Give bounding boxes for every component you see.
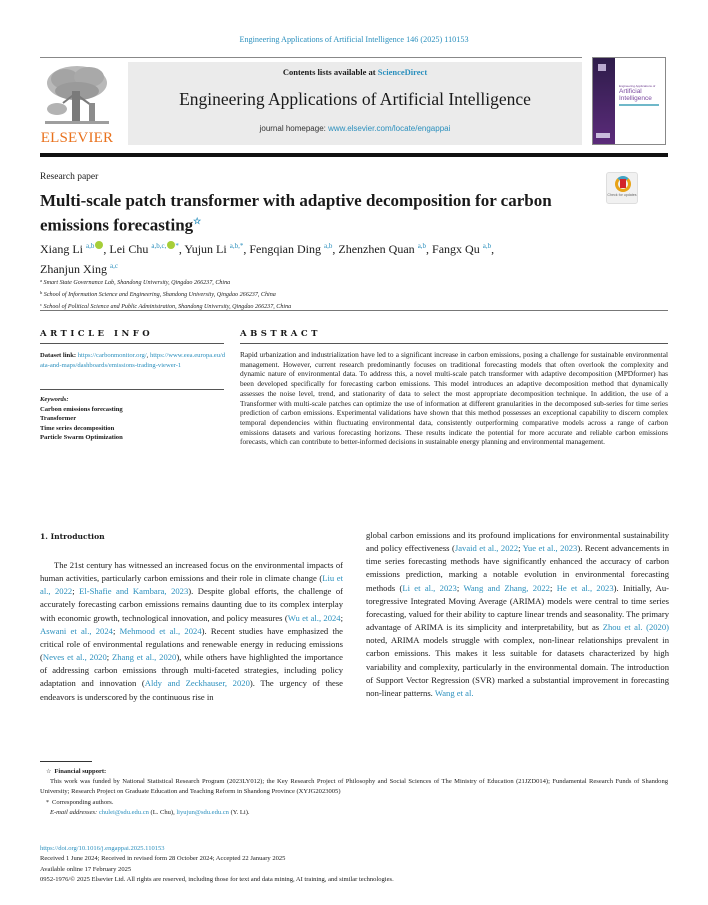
cover-subtitle-bar — [619, 104, 659, 106]
keywords-label: Keywords: — [40, 396, 69, 403]
author[interactable] — [40, 262, 118, 276]
article-history: Received 1 June 2024; Received in revised form 28 October 2024; Accepted 22 January 2025 — [40, 855, 286, 863]
affiliation-mark: c — [40, 302, 42, 307]
doi-link[interactable]: https://doi.org/10.1016/j.engappai.2025.110153 — [40, 845, 165, 852]
journal-masthead — [40, 57, 668, 151]
crossmark-label: Check for updates — [607, 193, 637, 197]
cover-logo-icon — [598, 64, 606, 71]
dataset-link-block — [40, 351, 226, 371]
citation-link[interactable]: Yue et al., 2023 — [522, 543, 578, 554]
email-name-li: (Y. Li). — [228, 808, 250, 816]
affiliation-rule — [40, 310, 668, 311]
dataset-label: Dataset link: — [40, 352, 78, 359]
copyright-line: 0952-1976/© 2025 Elsevier Ltd. All rights are reserved, including those for text and data mining, AI training, and similar technologies. — [40, 875, 394, 883]
keyword[interactable]: Carbon emissions forecasting — [40, 405, 123, 413]
dataset-separator: , — [146, 352, 150, 359]
dataset-link-eea[interactable]: https://www.eea.europa.eu/data-and-maps/dashboards/emissions-trading-viewer-1 — [40, 352, 226, 369]
masthead-top-rule — [40, 57, 582, 58]
corresponding-footnote — [40, 798, 668, 808]
affiliation-item — [40, 288, 660, 300]
financial-support-footnote — [40, 767, 668, 777]
elsevier-wordmark: ELSEVIER — [40, 130, 114, 146]
affiliation-text: School of Political Science and Public Administration, Shandong University, Qingdao 266237, China — [43, 304, 292, 310]
author-affiliation-marks[interactable]: a,c — [110, 262, 118, 270]
author-name[interactable]: Zhanjun Xing — [40, 262, 107, 276]
citation-link[interactable]: Neves et al., 2020 — [42, 652, 107, 663]
affiliation-item — [40, 276, 660, 288]
keyword[interactable]: Transformer — [40, 415, 77, 422]
author-affiliation-marks[interactable]: a,b — [482, 242, 492, 250]
citation-link[interactable]: Li et al., 2023 — [402, 582, 457, 593]
citation-link[interactable]: Wang et al. — [434, 687, 474, 698]
author[interactable] — [338, 242, 426, 256]
section-heading-introduction: 1. Introduction — [40, 532, 105, 541]
citation-link[interactable]: Aswani et al., 2024 — [40, 625, 113, 636]
author-affiliation-marks[interactable]: a,b — [86, 242, 95, 250]
author[interactable] — [249, 242, 332, 256]
author-name[interactable]: Yujun Li — [184, 242, 227, 256]
author[interactable] — [109, 242, 178, 256]
email-footnote — [40, 808, 668, 818]
affiliation-mark: a — [40, 278, 42, 283]
email-link-li[interactable]: liyujun@sdu.edu.cn — [176, 808, 229, 816]
article-title-text: Multi-scale patch transformer with adaptive decomposition for carbon emissions forecasting — [40, 191, 552, 235]
citation-link[interactable]: Mehmood et al., 2024 — [119, 625, 202, 636]
affiliation-mark: b — [40, 290, 43, 295]
publication-info — [40, 844, 668, 885]
dataset-link-carbonmonitor[interactable]: https://carbonmonitor.org/ — [77, 352, 147, 359]
journal-homepage-link[interactable]: www.elsevier.com/locate/engappai — [328, 124, 451, 133]
citation-link[interactable]: Zhou et al. (2020) — [602, 622, 669, 633]
author-name[interactable]: Xiang Li — [40, 242, 83, 256]
corresponding-author-mark[interactable]: * — [239, 242, 244, 250]
author-name[interactable]: Zhenzhen Quan — [338, 242, 415, 256]
author[interactable] — [184, 242, 243, 256]
cover-title — [619, 84, 665, 106]
keyword[interactable]: Time series decomposition — [40, 424, 115, 432]
article-title — [40, 190, 560, 236]
citation-link[interactable]: Wang and Zhang, 2022 — [463, 582, 550, 593]
citation-link[interactable]: He et al., 2023 — [556, 582, 614, 593]
abstract-rule — [240, 343, 668, 344]
masthead-bottom-rule — [40, 153, 668, 157]
author-name[interactable]: Fangx Qu — [432, 242, 480, 256]
article-type: Research paper — [40, 172, 99, 182]
masthead-center — [128, 62, 582, 145]
email-label: E-mail addresses: — [50, 808, 98, 816]
abstract-text: Rapid urbanization and industrialization have led to a significant increase in carbon emissions, posing a challenge for sustainable environmental management. However, current research predominantly focuses on traditional forecasting models that often overlook the complexity and dynamic nature of environmental data. To address this, a novel multi-scale patch transformer with adaptive decomposition (MPDformer) has been developed specifically for forecasting carbon emissions. This model introduces an adaptive decomposition method that dynamically assesses the noise level, trend, and stationarity of data to select the most appropriate decomposition technique. In addition, the use of a Transformer with multi-scale patches can optimize the use of information at different granularities in the decomposed sub-series for time series prediction of carbon emissions. Experimental validations have shown that this method possesses an exceptional capability to discern complex temporal dependencies within fluctuating environmental data, consistently outperforming comparative models across a range of carbon emissions datasets and various forecasting horizons. These results indicate the potential for more accurate and reliable carbon emissions forecasts, which can contribute to better-informed decisions in sustainable energy planning and environmental management. — [240, 350, 668, 447]
cover-small-text: Engineering Applications of — [619, 84, 656, 88]
abstract-heading: ABSTRACT — [240, 329, 321, 339]
citation-link[interactable]: El-Shafie and Kambara, 2023 — [79, 586, 189, 597]
citation-link[interactable]: Zhang et al., 2020 — [111, 652, 177, 663]
author-affiliation-marks[interactable]: a,b — [324, 242, 333, 250]
citation-link[interactable]: Javaid et al., 2022 — [454, 543, 519, 554]
article-info-heading: ARTICLE INFO — [40, 329, 154, 339]
keywords-rule — [40, 389, 224, 390]
contents-line — [128, 67, 582, 77]
title-footnote-star-icon[interactable]: ☆ — [193, 216, 202, 226]
elsevier-logo[interactable] — [40, 63, 114, 147]
email-link-chu[interactable]: chulei@sdu.edu.cn — [98, 808, 149, 816]
orcid-icon[interactable] — [95, 241, 103, 249]
author-list: Xiang Li $^{a,b}$ , Lei Chu $^{a,b,c,}$ *, Yujun Li $^{a,b,*}$, Fengqian Ding $^{a,b}$, Zhenzhen Quan $^{a,b}$, Fangx Qu $^{a,b}$, Zhanjun Xing $^{a,c}$ — [40, 242, 495, 276]
article-info-rule — [40, 343, 224, 344]
author[interactable] — [40, 242, 103, 256]
footnotes — [40, 767, 668, 818]
introduction-right-column: global carbon emissions and its profound implications for environmental sustainability and policy effectiveness (Javaid et al., 2022; Yue et al., 2023). Recent advancements in time series forecasting methods have significantly enhanced the accuracy of carbon emissions prediction, marking a notable evolution in environmental forecasting methods (Li et al., 2023; Wang and Zhang, 2022; He et al., 2023). Initially, Autoregressive Integrated Moving Average (ARIMA) models were central to time series forecasting, valued for their ability to capture linear trends and seasonality. The primary advantage of ARIMA is its simplicity and interpretability, but as Zhou et al. (2020) noted, ARIMA models struggle with complex, non-linear relationships prevalent in carbon emissions. This makes it less suitable for datasets characterized by high variability and complexity, particularly in the environmental domain. The introduction of Support Vector Regression (SVR) marked a substantial improvement in forecasting non-linear patterns. Wang et al. — [366, 530, 670, 698]
check-for-updates-button[interactable] — [606, 172, 638, 204]
contents-prefix: Contents lists available at — [282, 67, 378, 77]
keywords-block — [40, 395, 226, 443]
affiliation-text: School of Information Science and Engineering, Shandong University, Qingdao 266237, China — [43, 292, 276, 298]
author-name[interactable]: Lei Chu — [109, 242, 149, 256]
affiliation-text: Smart State Governance Lab, Shandong University, Qingdao 266237, China — [43, 280, 231, 286]
homepage-prefix: journal homepage: — [259, 124, 329, 133]
homepage-line — [128, 124, 582, 133]
sciencedirect-link[interactable]: ScienceDirect — [377, 67, 428, 77]
corresponding-asterisk: * — [46, 799, 49, 806]
cover-spine — [593, 58, 615, 144]
author[interactable] — [432, 242, 491, 256]
footnote-star-icon: ☆ — [46, 769, 52, 775]
citation-link[interactable]: Aldy and Zeckhauser, 2020 — [144, 678, 250, 689]
cover-big-text-2: Intelligence — [619, 95, 652, 102]
journal-cover-thumbnail[interactable] — [592, 57, 666, 145]
affiliation-list — [40, 276, 660, 312]
author-name[interactable]: Fengqian Ding — [249, 242, 322, 256]
financial-support-text: This work was funded by National Statistical Research Program (2023LY012); the Key Research Project of Philosophy and Social Sciences of The Ministry of Education (21JZD014); Fundamental Research Funds of Shandong University; Research Project on Graduate Education and Teaching Reform in Shandong Province (XYJG2023005) — [40, 778, 668, 796]
citation-link[interactable]: Wu et al., 2024 — [287, 612, 341, 623]
cover-big-text-1: Artificial — [619, 88, 642, 95]
available-online: Available online 17 February 2025 — [40, 865, 132, 873]
running-head[interactable]: Engineering Applications of Artificial Intelligence 146 (2025) 110153 — [239, 35, 469, 44]
elsevier-tree-icon — [43, 63, 111, 127]
footnote-rule — [40, 761, 92, 762]
author-affiliation-marks[interactable]: a,b,c, — [151, 242, 167, 250]
corresponding-text: Corresponding authors. — [52, 798, 114, 806]
keyword[interactable]: Particle Swarm Optimization — [40, 434, 123, 441]
corresponding-author-mark[interactable]: * — [175, 242, 179, 250]
author-affiliation-marks[interactable]: a,b, — [229, 242, 240, 250]
email-name-chu: (L. Chu), — [148, 808, 177, 816]
introduction-left-column: The 21st century has witnessed an increased focus on the environmental impacts of human activities, particularly carbon emissions and their role in climate change (Liu et al., 2022; El-Shafie and Kambara, 2023). Despite global efforts, the challenge of accurately forecasting carbon emissions remains daunting due to its complex interplay with economic growth, technological innovation, and policy measures (Wu et al., 2024; Aswani et al., 2024; Mehmood et al., 2024). Recent studies have emphasized the critical role of environmental regulations and renewable energy in reducing emissions (Neves et al., 2020; Zhang et al., 2020), while others have highlighted the importance of addressing carbon emissions through multi-faceted strategies, including policy adaptation and innovation (Aldy and Zeckhauser, 2020). The urgency of these endeavors is underscored by the continuous rise in — [40, 560, 343, 702]
journal-title: Engineering Applications of Artificial Intelligence — [179, 89, 531, 109]
crossmark-bookmark-icon — [620, 179, 626, 188]
author-affiliation-marks[interactable]: a,b — [417, 242, 427, 250]
cover-ifac-icon — [596, 133, 610, 138]
financial-support-heading: Financial support: — [54, 768, 107, 775]
citation-link[interactable]: Liu et al., 2022 — [40, 573, 343, 597]
